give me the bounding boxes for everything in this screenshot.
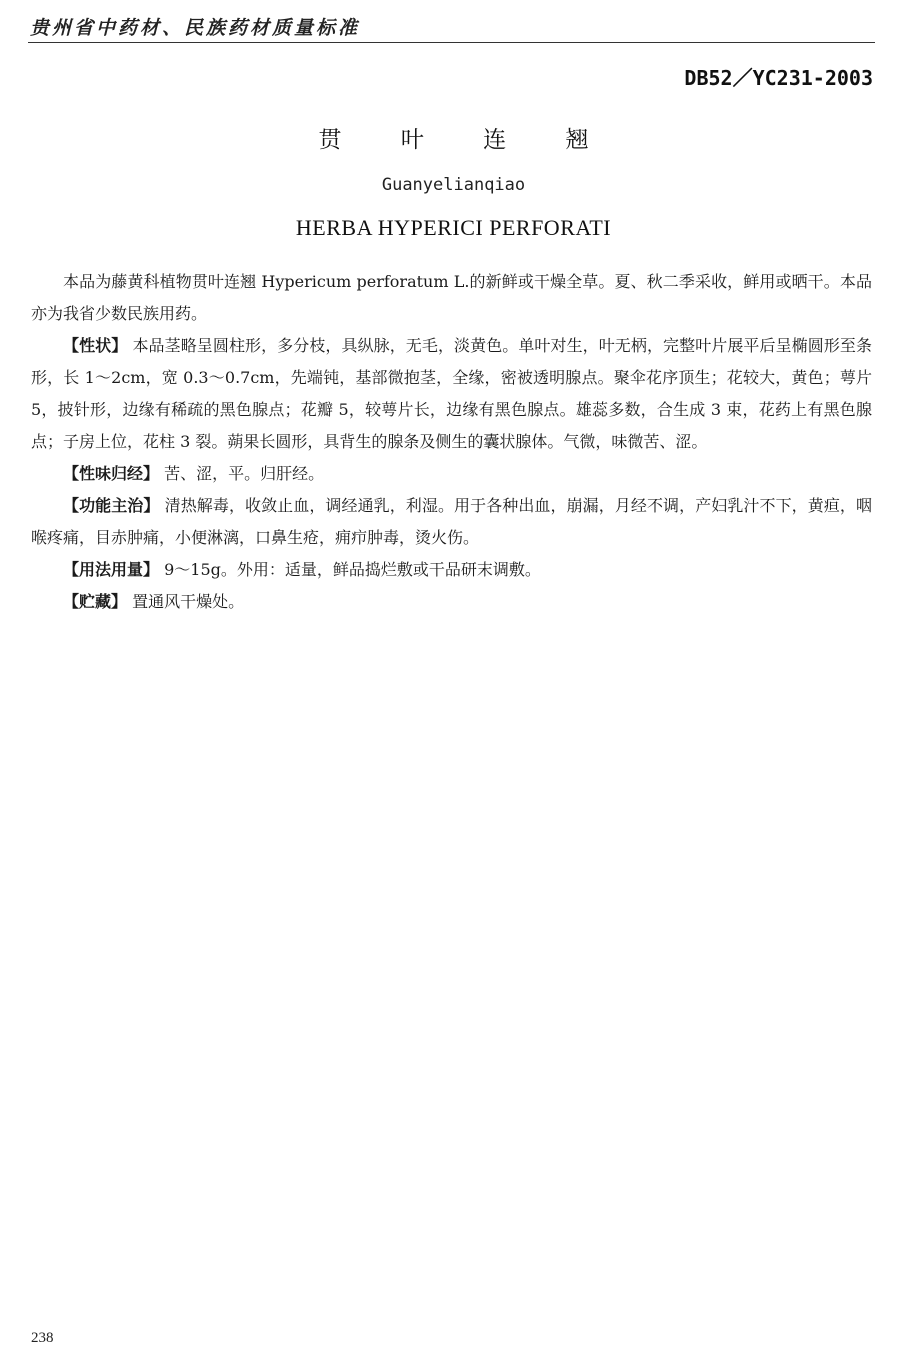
section-storage	[31, 586, 872, 618]
monograph-title: 贯 叶 连 翘	[318, 127, 615, 153]
section-heading: 【性状】	[63, 336, 128, 355]
monograph-body	[31, 266, 872, 618]
section-heading: 【性味归经】	[63, 464, 160, 483]
monograph-pinyin: Guanyelianqiao	[381, 175, 526, 195]
header-rule	[28, 42, 875, 43]
section-text: 本品茎略呈圆柱形，多分枝，具纵脉，无毛，淡黄色。单叶对生，叶无柄，完整叶片展平后呈椭圆形至条形，长 1～2cm，宽 0.3～0.7cm，先端钝，基部微抱茎，全缘，密被透明腺点。聚伞花序顶生；花较大，黄色；萼片 5，披针形，边缘有稀疏的黑色腺点；花瓣 5，较萼片长，边缘有黑色腺点。雄蕊多数，合生成 3 束，花药上有黑色腺点；子房上位，花柱 3 裂。蒴果长圆形，具背生的腺条及侧生的囊状腺体。气微，味微苦、涩。	[31, 336, 872, 451]
section-description	[31, 330, 872, 458]
standard-code: DB52／YC231-2003	[684, 66, 873, 90]
intro-paragraph: 本品为藤黄科植物贯叶连翘 Hypericum perforatum L.的新鲜或干燥全草。夏、秋二季采收，鲜用或晒干。本品亦为我省少数民族用药。	[31, 272, 872, 323]
section-text: 置通风干燥处。	[132, 592, 245, 611]
section-heading: 【用法用量】	[63, 560, 160, 579]
section-heading: 【功能主治】	[63, 496, 160, 515]
section-heading: 【贮藏】	[63, 592, 128, 611]
section-functions	[31, 490, 872, 554]
page-number: 238	[31, 1330, 54, 1346]
section-text: 9～15g。外用：适量，鲜品捣烂敷或干品研末调敷。	[164, 560, 541, 579]
monograph-latin-name: HERBA HYPERICI PERFORATI	[295, 215, 612, 240]
section-dosage	[31, 554, 872, 586]
section-text: 清热解毒，收敛止血，调经通乳，利湿。用于各种出血，崩漏，月经不调，产妇乳汁不下，黄疸，咽喉疼痛，目赤肿痛，小便淋漓，口鼻生疮，痈疖肿毒，烫火伤。	[31, 496, 872, 547]
running-title: 贵州省中药材、民族药材质量标准	[30, 17, 361, 39]
section-text: 苦、涩，平。归肝经。	[164, 464, 325, 483]
section-nature-meridian	[31, 458, 872, 490]
